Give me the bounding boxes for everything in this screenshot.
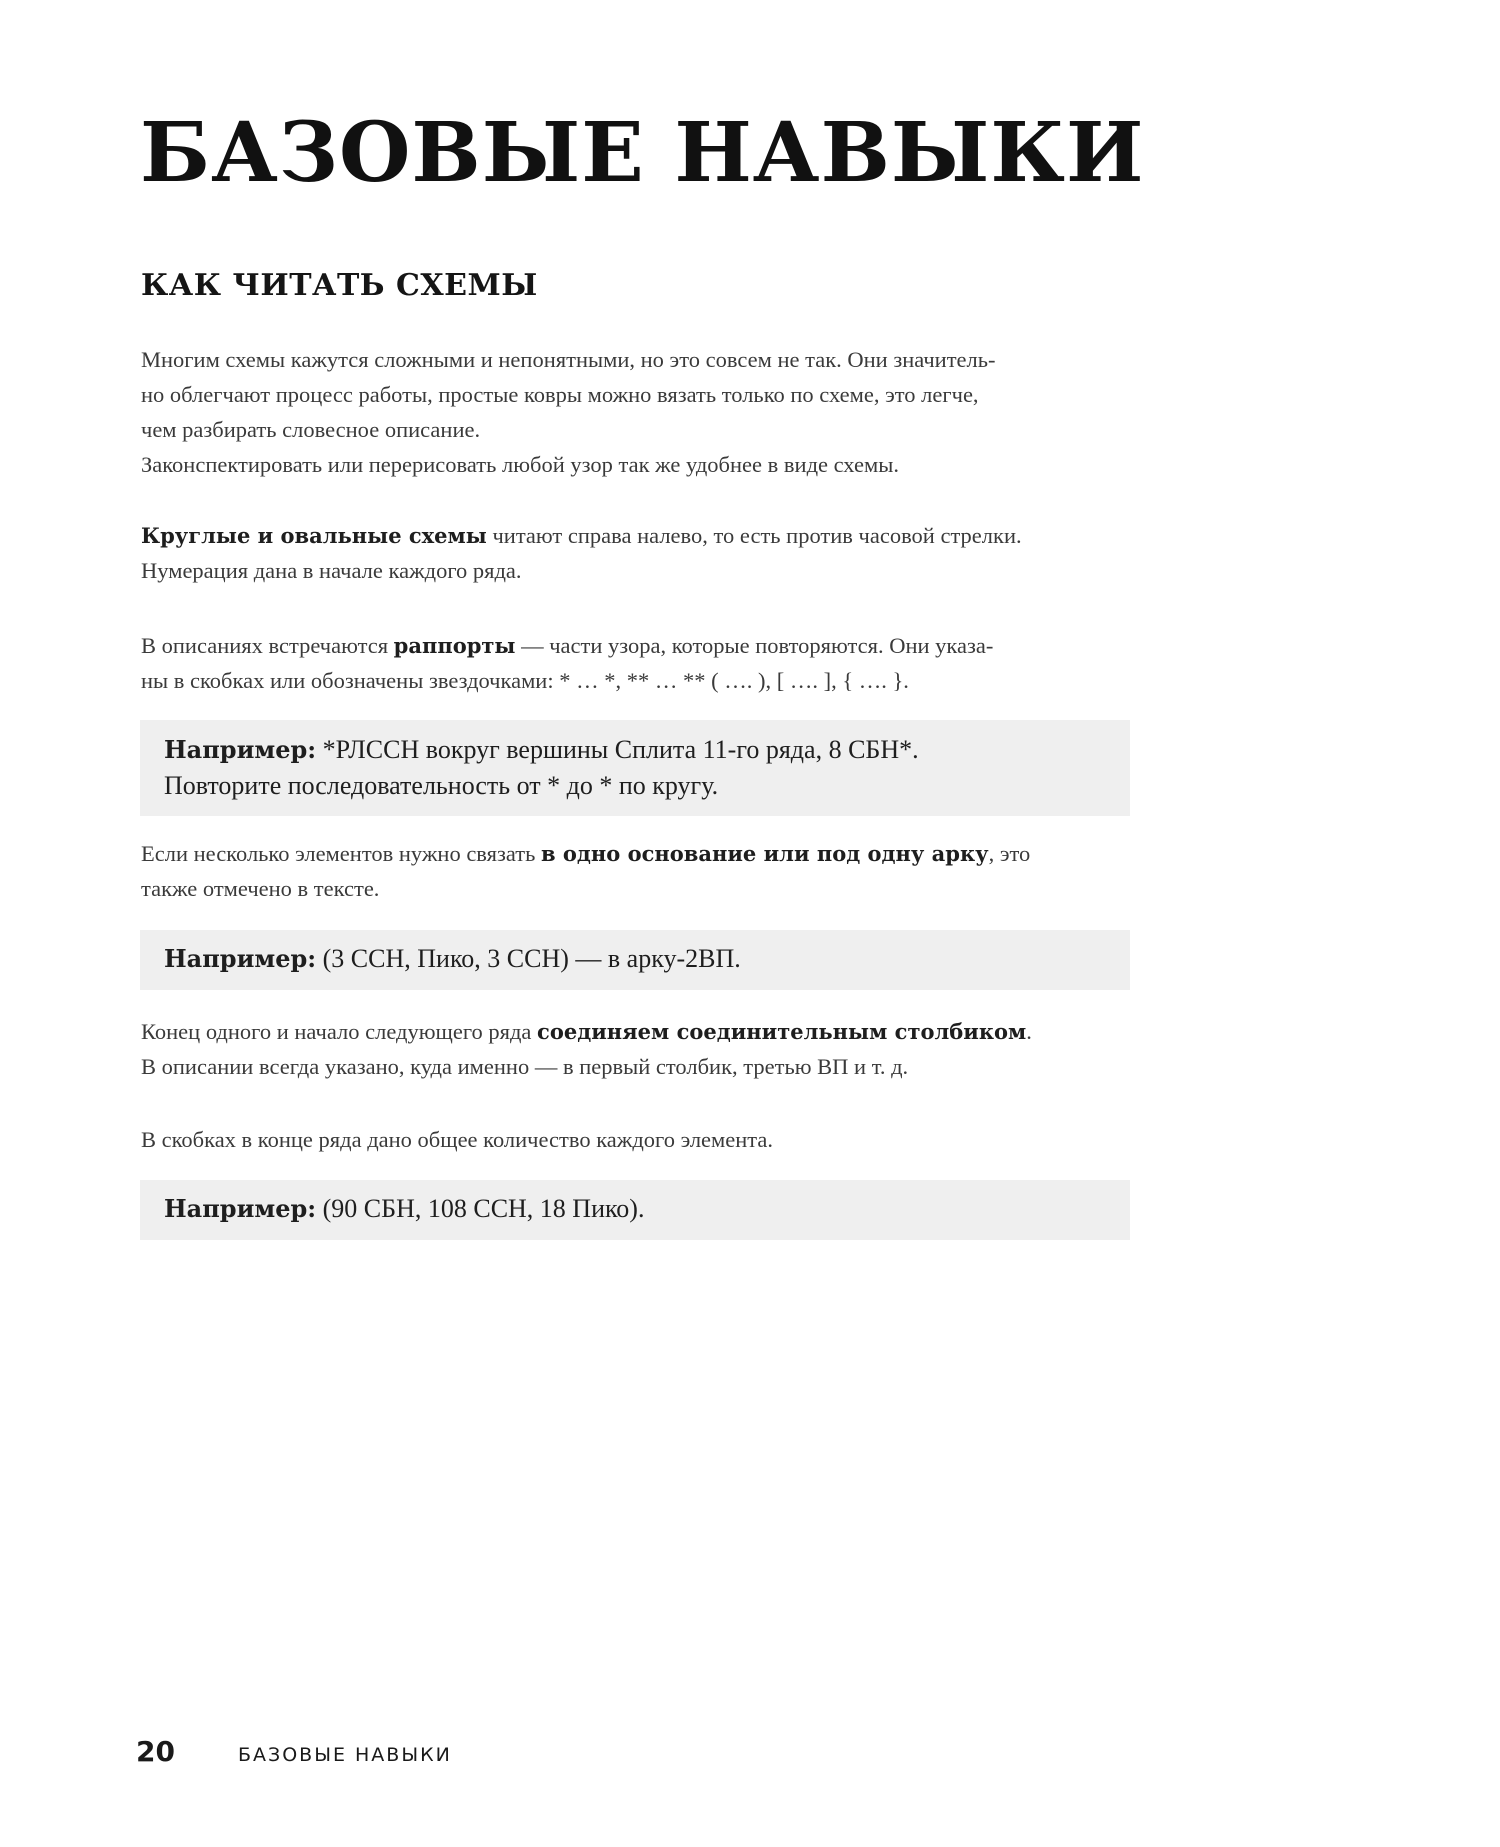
text-line: ны в скобках или обозначены звездочками: * … *, ** … ** ( …. ), [ …. ], { …. }. bbox=[141, 668, 909, 693]
text-span: В описаниях встречаются bbox=[141, 633, 394, 658]
example-label: Например: bbox=[164, 1194, 317, 1223]
text-line bbox=[141, 836, 1126, 871]
rapport-paragraph bbox=[141, 628, 1126, 698]
example-label: Например: bbox=[164, 735, 317, 764]
text-span: . bbox=[1026, 1019, 1032, 1044]
one-base-paragraph bbox=[141, 836, 1126, 906]
chapter-title: БАЗОВЫЕ НАВЫКИ bbox=[140, 105, 1145, 201]
bold-term: раппорты bbox=[393, 633, 516, 658]
intro-paragraph bbox=[141, 342, 1126, 482]
text-line bbox=[141, 1014, 1126, 1049]
example-line bbox=[164, 732, 1130, 768]
example-text: (90 СБН, 108 ССН, 18 Пико). bbox=[316, 1194, 645, 1223]
totals-paragraph bbox=[141, 1122, 1126, 1157]
text-line: Нумерация дана в начале каждого ряда. bbox=[141, 558, 522, 583]
bold-term: соединяем соединительным столбиком bbox=[537, 1019, 1027, 1044]
text-line: также отмечено в тексте. bbox=[141, 876, 380, 901]
example-label: Например: bbox=[164, 944, 317, 973]
bold-term: в одно основание или под одну арку bbox=[541, 841, 989, 866]
text-line: но облегчают процесс работы, простые ковры можно вязать только по схеме, это легче, bbox=[141, 382, 979, 407]
text-line bbox=[141, 518, 1126, 553]
example-text: (3 ССН, Пико, 3 ССН) — в арку-2ВП. bbox=[316, 944, 741, 973]
bold-term: Круглые и овальные схемы bbox=[141, 523, 487, 548]
round-charts-paragraph bbox=[141, 518, 1126, 588]
running-title: БАЗОВЫЕ НАВЫКИ bbox=[238, 1744, 452, 1766]
page-number: 20 bbox=[136, 1735, 175, 1768]
example-box bbox=[140, 930, 1130, 990]
example-box bbox=[140, 720, 1130, 816]
text-line: Законспектировать или перерисовать любой узор так же удобнее в виде схемы. bbox=[141, 452, 899, 477]
example-line bbox=[164, 1191, 1130, 1227]
text-line: В описании всегда указано, куда именно — в первый столбик, третью ВП и т. д. bbox=[141, 1054, 909, 1079]
text-line: Многим схемы кажутся сложными и непонятными, но это совсем не так. Они значитель- bbox=[141, 347, 996, 372]
text-line: чем разбирать словесное описание. bbox=[141, 417, 481, 442]
slip-stitch-paragraph bbox=[141, 1014, 1126, 1084]
text-span: Если несколько элементов нужно связать bbox=[141, 841, 541, 866]
text-span: — части узора, которые повторяются. Они указа- bbox=[515, 633, 994, 658]
example-line bbox=[164, 941, 1130, 977]
example-text: *РЛССН вокруг вершины Сплита 11-го ряда, 8 СБН*. bbox=[316, 735, 919, 764]
example-box bbox=[140, 1180, 1130, 1240]
text-span: , это bbox=[988, 841, 1031, 866]
text-span: читают справа налево, то есть против часовой стрелки. bbox=[486, 523, 1022, 548]
example-line: Повторите последовательность от * до * по кругу. bbox=[164, 771, 719, 800]
text-span: Конец одного и начало следующего ряда bbox=[141, 1019, 538, 1044]
text-line bbox=[141, 628, 1126, 663]
section-title: КАК ЧИТАТЬ СХЕМЫ bbox=[141, 268, 538, 303]
text-line: В скобках в конце ряда дано общее количество каждого элемента. bbox=[141, 1127, 774, 1152]
